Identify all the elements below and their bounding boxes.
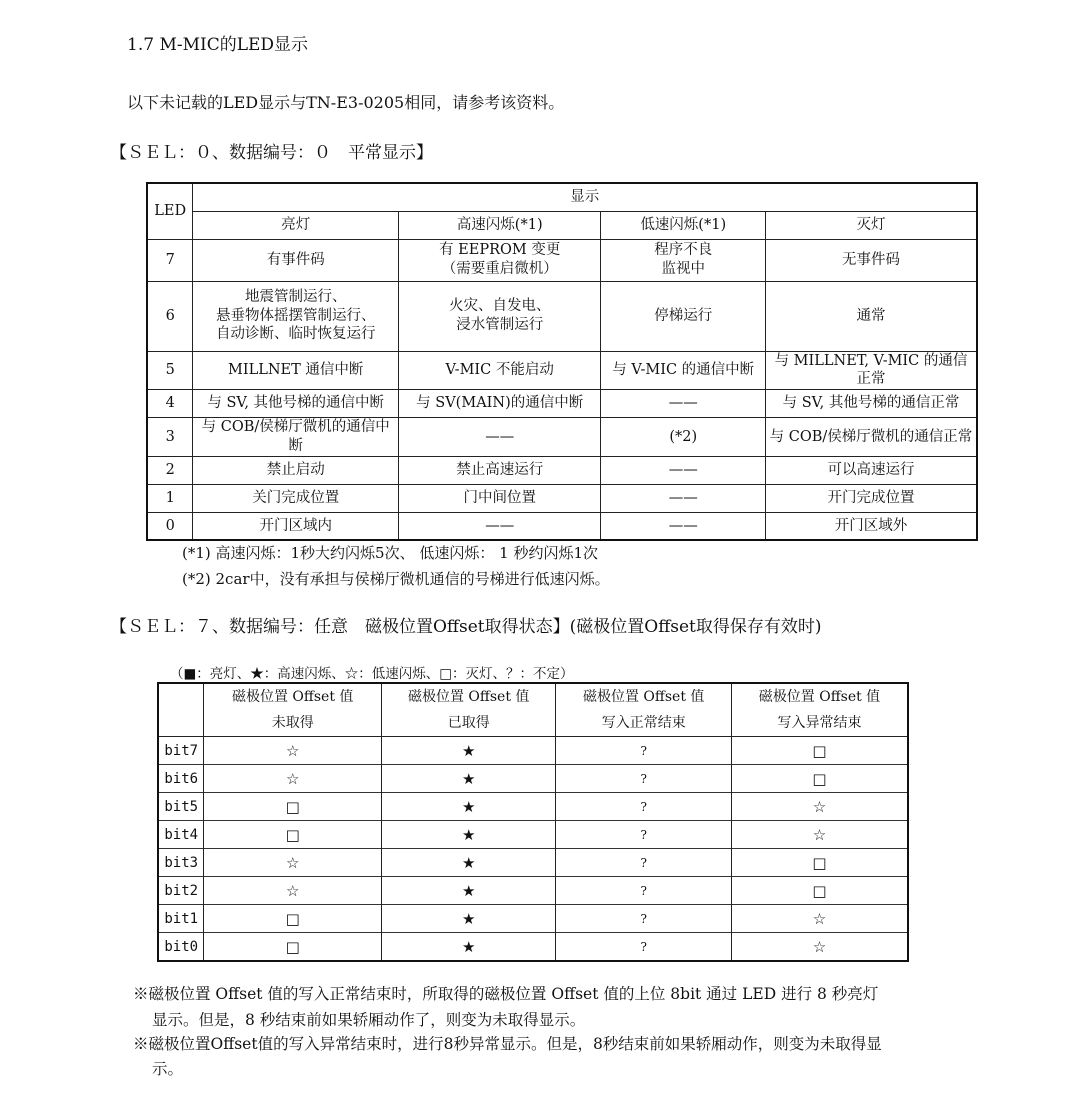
col-header-acquired: 磁极位置 Offset 值 已取得 (381, 683, 556, 737)
status-not-acquired: □ (204, 793, 382, 821)
slow-blink-cell: —— (601, 390, 766, 418)
slow-blink-cell: —— (601, 484, 766, 512)
off-cell: 与 COB/侯梯厅微机的通信正常 (765, 418, 977, 457)
fast-blink-cell: 门中间位置 (398, 484, 601, 512)
slow-blink-cell: (*2) (601, 418, 766, 457)
led-number: 6 (147, 281, 193, 351)
footnote-2: (*2) 2car中，没有承担与侯梯厅微机通信的号梯进行低速闪烁。 (182, 570, 610, 588)
symbol-legend: （■：亮灯、★：高速闪烁、☆：低速闪烁、□：灭灯、？：不定） (170, 666, 574, 682)
status-not-acquired: □ (204, 905, 382, 933)
status-write-error: □ (731, 737, 908, 765)
remark-2-line-1: ※磁极位置Offset值的写入异常结束时，进行8秒异常显示。但是，8秒结束前如果轿厢动作，则变为未取得显 (133, 1035, 882, 1053)
led-number: 7 (147, 239, 193, 281)
col-header-off: 灭灯 (765, 211, 977, 239)
status-not-acquired: ☆ (204, 877, 382, 905)
remark-1-line-2: 显示。但是，8 秒结束前如果轿厢动作了，则变为未取得显示。 (152, 1011, 586, 1029)
fast-blink-cell: V-MIC 不能启动 (398, 351, 601, 390)
bit-table-body (158, 737, 908, 962)
status-not-acquired: □ (204, 821, 382, 849)
bit-label: bit0 (158, 933, 204, 962)
status-write-ok: ? (556, 849, 732, 877)
display-header: 显示 (193, 183, 977, 211)
bit-label: bit3 (158, 849, 204, 877)
on-cell: 有事件码 (193, 239, 399, 281)
bit-label: bit1 (158, 905, 204, 933)
slow-blink-cell: 停梯运行 (601, 281, 766, 351)
status-write-error: ☆ (731, 905, 908, 933)
fast-blink-cell: 禁止高速运行 (398, 456, 601, 484)
bit-row (158, 905, 908, 933)
status-acquired: ★ (381, 793, 556, 821)
fast-blink-cell: 与 SV(MAIN)的通信中断 (398, 390, 601, 418)
led-row (147, 390, 977, 418)
led-number: 4 (147, 390, 193, 418)
status-write-error: □ (731, 877, 908, 905)
led-number: 2 (147, 456, 193, 484)
led-row (147, 239, 977, 281)
led-row (147, 456, 977, 484)
bit-label: bit2 (158, 877, 204, 905)
off-cell: 与 MILLNET, V-MIC 的通信正常 (765, 351, 977, 390)
sel0-heading: 【ＳＥＬ：０、数据编号：０ 平常显示】 (110, 143, 433, 163)
status-write-ok: ? (556, 877, 732, 905)
off-cell: 开门区域外 (765, 512, 977, 540)
status-write-error: ☆ (731, 821, 908, 849)
bit-row (158, 765, 908, 793)
on-cell: 禁止启动 (193, 456, 399, 484)
on-cell: 与 SV, 其他号梯的通信中断 (193, 390, 399, 418)
on-cell: MILLNET 通信中断 (193, 351, 399, 390)
offset-status-table (157, 682, 909, 962)
status-not-acquired: ☆ (204, 849, 382, 877)
status-write-ok: ? (556, 905, 732, 933)
on-cell: 地震管制运行、 悬垂物体摇摆管制运行、 自动诊断、临时恢复运行 (193, 281, 399, 351)
slow-blink-cell: —— (601, 512, 766, 540)
led-number: 3 (147, 418, 193, 457)
status-write-ok: ? (556, 765, 732, 793)
bit-label: bit5 (158, 793, 204, 821)
off-cell: 与 SV, 其他号梯的通信正常 (765, 390, 977, 418)
status-not-acquired: ☆ (204, 765, 382, 793)
status-write-error: □ (731, 765, 908, 793)
on-cell: 开门区域内 (193, 512, 399, 540)
status-not-acquired: ☆ (204, 737, 382, 765)
col-header-write-error: 磁极位置 Offset 值 写入异常结束 (731, 683, 908, 737)
bit-corner-cell (158, 683, 204, 737)
bit-row (158, 933, 908, 962)
fast-blink-cell: 火灾、自发电、 浸水管制运行 (398, 281, 601, 351)
remark-2-line-2: 示。 (152, 1060, 184, 1078)
bit-row (158, 821, 908, 849)
col-header-on: 亮灯 (193, 211, 399, 239)
status-acquired: ★ (381, 877, 556, 905)
status-write-ok: ? (556, 933, 732, 962)
led-row (147, 281, 977, 351)
bit-label: bit7 (158, 737, 204, 765)
footnote-1: (*1) 高速闪烁：1秒大约闪烁5次、 低速闪烁： 1 秒约闪烁1次 (182, 544, 598, 562)
fast-blink-cell: 有 EEPROM 变更 （需要重启微机） (398, 239, 601, 281)
status-write-error: □ (731, 849, 908, 877)
led-row (147, 484, 977, 512)
status-not-acquired: □ (204, 933, 382, 962)
status-acquired: ★ (381, 821, 556, 849)
col-header-fast-blink: 高速闪烁(*1) (398, 211, 601, 239)
status-acquired: ★ (381, 737, 556, 765)
col-header-slow-blink: 低速闪烁(*1) (601, 211, 766, 239)
led-row (147, 418, 977, 457)
col-header-write-ok: 磁极位置 Offset 值 写入正常结束 (556, 683, 732, 737)
led-number: 5 (147, 351, 193, 390)
off-cell: 通常 (765, 281, 977, 351)
led-number: 0 (147, 512, 193, 540)
led-number: 1 (147, 484, 193, 512)
status-write-ok: ? (556, 821, 732, 849)
led-column-header: LED (147, 183, 193, 239)
fast-blink-cell: —— (398, 418, 601, 457)
status-acquired: ★ (381, 849, 556, 877)
bit-row (158, 793, 908, 821)
led-table-body (147, 239, 977, 540)
status-write-ok: ? (556, 793, 732, 821)
off-cell: 开门完成位置 (765, 484, 977, 512)
led-display-table (146, 182, 978, 541)
led-row (147, 512, 977, 540)
bit-label: bit4 (158, 821, 204, 849)
bit-row (158, 849, 908, 877)
off-cell: 无事件码 (765, 239, 977, 281)
on-cell: 与 COB/侯梯厅微机的通信中断 (193, 418, 399, 457)
status-write-ok: ? (556, 737, 732, 765)
led-row (147, 351, 977, 390)
status-acquired: ★ (381, 933, 556, 962)
remark-1-line-1: ※磁极位置 Offset 值的写入正常结束时，所取得的磁极位置 Offset 值的上位 8bit 通过 LED 进行 8 秒亮灯 (133, 985, 879, 1003)
section-title: 1.7 M-MIC的LED显示 (127, 35, 309, 55)
slow-blink-cell: 与 V-MIC 的通信中断 (601, 351, 766, 390)
col-header-not-acquired: 磁极位置 Offset 值 未取得 (204, 683, 382, 737)
bit-row (158, 877, 908, 905)
intro-text: 以下未记载的LED显示与TN-E3-0205相同，请参考该资料。 (127, 93, 565, 112)
slow-blink-cell: 程序不良 监视中 (601, 239, 766, 281)
sel7-heading: 【ＳＥＬ：７、数据编号：任意 磁极位置Offset取得状态】(磁极位置Offset取得保存有效时) (110, 617, 822, 637)
status-acquired: ★ (381, 905, 556, 933)
status-write-error: ☆ (731, 793, 908, 821)
fast-blink-cell: —— (398, 512, 601, 540)
status-write-error: ☆ (731, 933, 908, 962)
bit-row (158, 737, 908, 765)
bit-label: bit6 (158, 765, 204, 793)
on-cell: 关门完成位置 (193, 484, 399, 512)
off-cell: 可以高速运行 (765, 456, 977, 484)
status-acquired: ★ (381, 765, 556, 793)
slow-blink-cell: —— (601, 456, 766, 484)
